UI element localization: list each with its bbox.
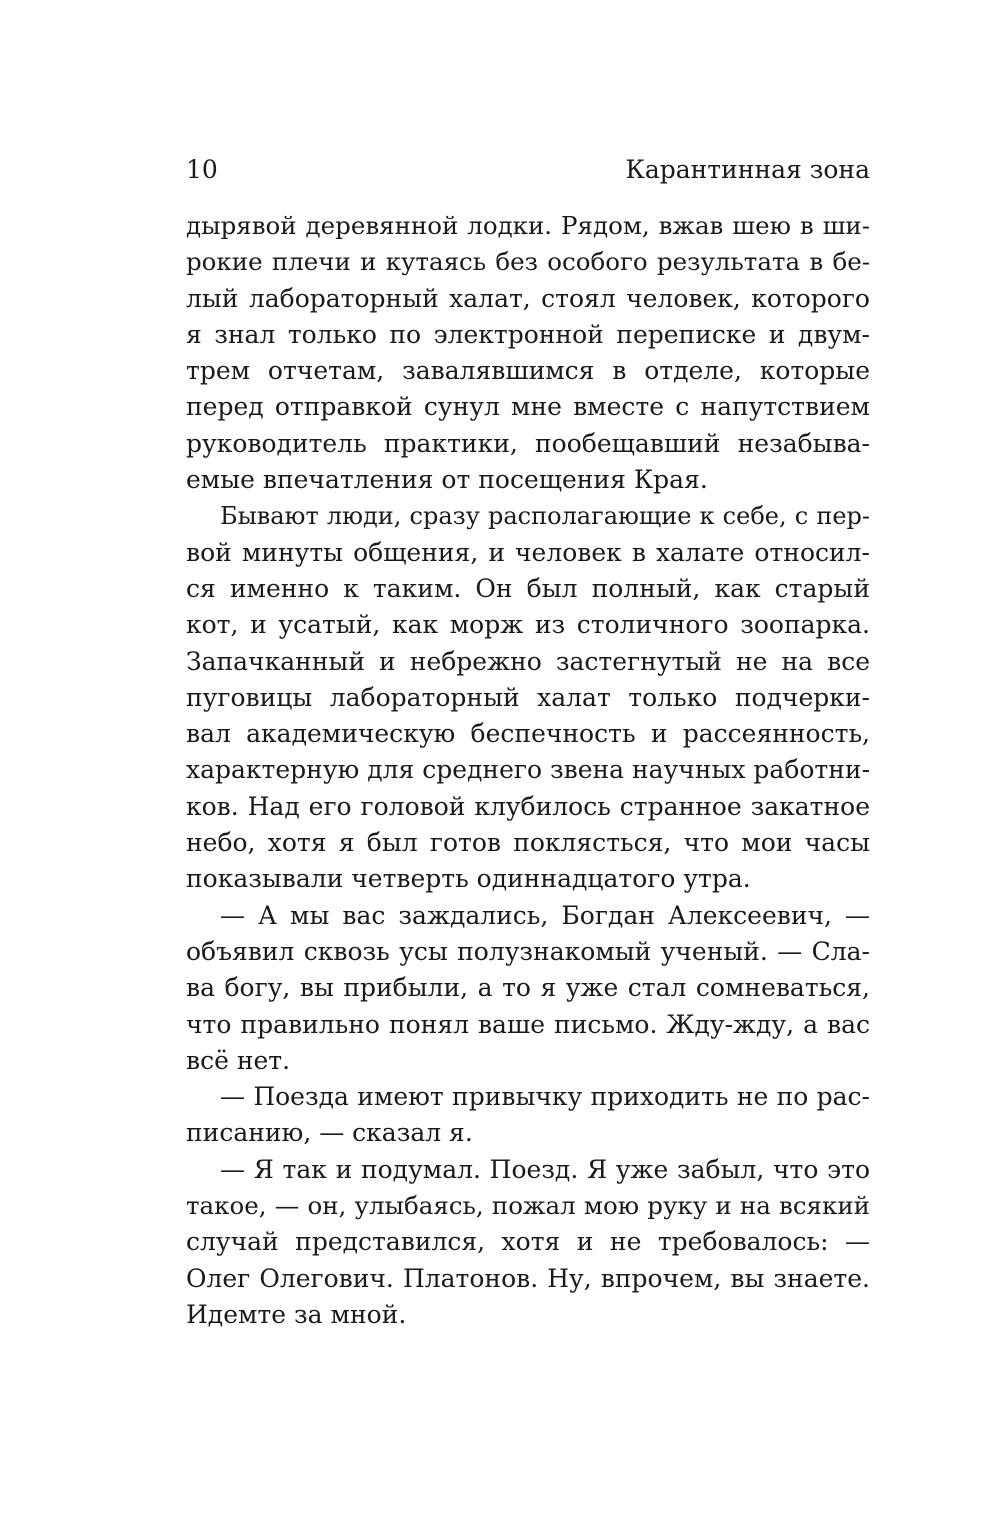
text-line: показывали четверть одиннадцатого утра. — [186, 864, 751, 894]
text-line: емые впечатления от посещения Края. — [186, 465, 708, 495]
text-line: Запачканный и небрежно застегнутый не на все — [186, 646, 870, 676]
text-line: ва богу, вы прибыли, а то я уже стал сомневаться, — [186, 973, 870, 1003]
text-line: объявил сквозь усы полузнакомый ученый. — Сла- — [186, 936, 870, 966]
text-line: случай представился, хотя и не требовалось: — — [186, 1227, 870, 1257]
text-line: кот, и усатый, как морж из столичного зоопарка. — [186, 610, 870, 640]
text-line: — А мы вас заждались, Богдан Алексеевич, — — [220, 900, 870, 930]
text-line: небо, хотя я был готов поклясться, что мои часы — [186, 828, 870, 858]
text-line: дырявой деревянной лодки. Рядом, вжав шею в ши- — [186, 211, 870, 240]
text-line: лый лабораторный халат, стоял человек, которого — [186, 283, 870, 313]
body-text — [186, 208, 870, 1333]
running-head — [186, 150, 870, 190]
text-line: ков. Над его головой клубилось странное закатное — [186, 791, 870, 821]
text-line: писанию, — сказал я. — [186, 1118, 473, 1148]
paragraph — [186, 498, 870, 897]
text-line: такое, — он, улыбаясь, пожал мою руку и на всякий — [186, 1191, 870, 1221]
paragraph — [186, 898, 870, 1079]
paragraph — [186, 1079, 870, 1152]
text-line: — Поезда имеют привычку приходить не по рас- — [220, 1082, 870, 1112]
text-line: — Я так и подумал. Поезд. Я уже забыл, что это — [220, 1154, 870, 1184]
text-line: рокие плечи и кутаясь без особого результата в бе- — [186, 247, 870, 277]
text-line: я знал только по электронной переписке и двум- — [186, 319, 870, 349]
text-line: вой минуты общения, и человек в халате относил- — [186, 537, 870, 567]
text-line: Олег Олегович. Платонов. Ну, впрочем, вы знаете. — [186, 1263, 870, 1293]
paragraph — [186, 208, 870, 498]
text-line: всё нет. — [186, 1045, 291, 1075]
text-line: руководитель практики, пообещавший незабыва- — [186, 428, 870, 458]
text-line: трем отчетам, завалявшимся в отделе, которые — [186, 356, 870, 386]
text-line: характерную для среднего звена научных работни- — [186, 755, 871, 785]
page-number: 10 — [186, 155, 218, 184]
text-line: перед отправкой сунул мне вместе с напутствием — [186, 392, 870, 422]
text-line: вал академическую беспечность и рассеянность, — [186, 719, 870, 749]
text-line: что правильно понял ваше письмо. Жду-жду, а вас — [186, 1009, 870, 1039]
text-line: Идемте за мной. — [186, 1299, 407, 1329]
text-line: Бывают люди, сразу располагающие к себе, с пер- — [220, 502, 870, 531]
section-title: Карантинная зона — [625, 155, 870, 184]
text-line: ся именно к таким. Он был полный, как старый — [186, 573, 870, 603]
text-line: пуговицы лабораторный халат только подчерки- — [186, 682, 870, 712]
paragraph — [186, 1152, 870, 1333]
